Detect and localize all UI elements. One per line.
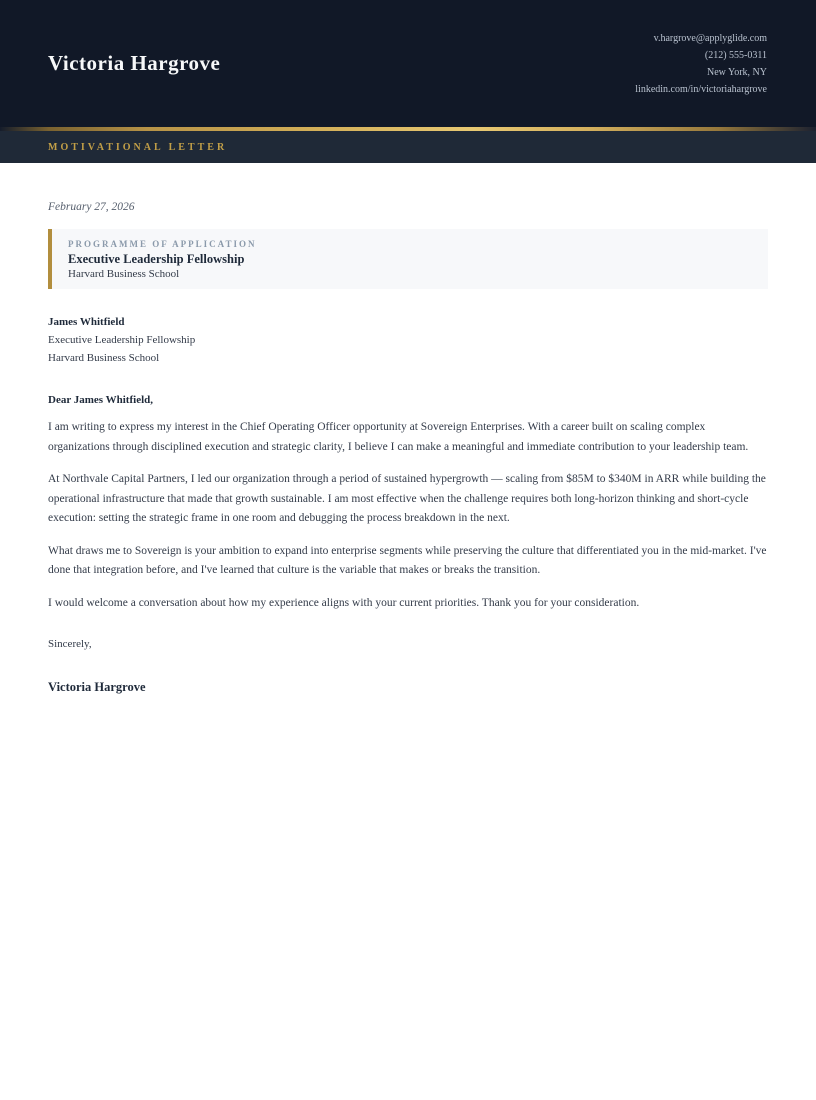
contact-email: v.hargrove@applyglide.com [653, 32, 767, 44]
programme-title: Executive Leadership Fellowship [68, 252, 245, 266]
letter-paragraph: I would welcome a conversation about how my experience aligns with your current priorities. Thank you for your consideration. [48, 596, 640, 609]
recipient-programme: Executive Leadership Fellowship [48, 334, 196, 346]
contact-phone: (212) 555-0311 [704, 49, 767, 61]
letter-paragraph: I am writing to express my interest in the Chief Operating Officer opportunity at Sovereign Enterprises. With a career built on scaling complex organizations through disciplined execution and strategic clarity, I believe I can make a meaningful and immediate contribution to your leadership team. [48, 421, 749, 453]
programme-box [48, 229, 768, 289]
contact-location: New York, NY [706, 66, 767, 78]
document-type-label: MOTIVATIONAL LETTER [48, 141, 228, 153]
salutation: Dear James Whitfield, [48, 394, 153, 406]
letter-paragraph: What draws me to Sovereign is your ambition to expand into enterprise segments while preserving the culture that differentiated you in the mid-market. I've done that integration before, and I've learned that culture is the variable that makes or breaks the transition. [48, 544, 767, 576]
recipient-name: James Whitfield [48, 316, 125, 328]
programme-organization: Harvard Business School [68, 268, 180, 280]
document-type-bar [0, 131, 816, 163]
closing: Sincerely, [48, 638, 92, 650]
letter-body [0, 163, 816, 695]
contact-linkedin: linkedin.com/in/victoriahargrove [635, 83, 767, 95]
letter-header [0, 0, 816, 127]
recipient-block [48, 313, 768, 367]
letter-paragraph: At Northvale Capital Partners, I led our organization through a period of sustained hypergrowth — scaling from $85M to $340M in ARR while building the operational infrastructure that made that growth sustainable. I am most effective when the challenge requires both long-horizon thinking and short-cycle execution: setting the strategic frame in one room and debugging the process breakdown in the next. [48, 473, 766, 524]
letter-date: February 27, 2026 [48, 201, 135, 213]
applicant-name: Victoria Hargrove [48, 51, 221, 75]
programme-label: PROGRAMME OF APPLICATION [68, 239, 257, 249]
signature-name: Victoria Hargrove [48, 680, 146, 694]
contact-info [635, 30, 767, 98]
recipient-organization: Harvard Business School [48, 352, 160, 364]
